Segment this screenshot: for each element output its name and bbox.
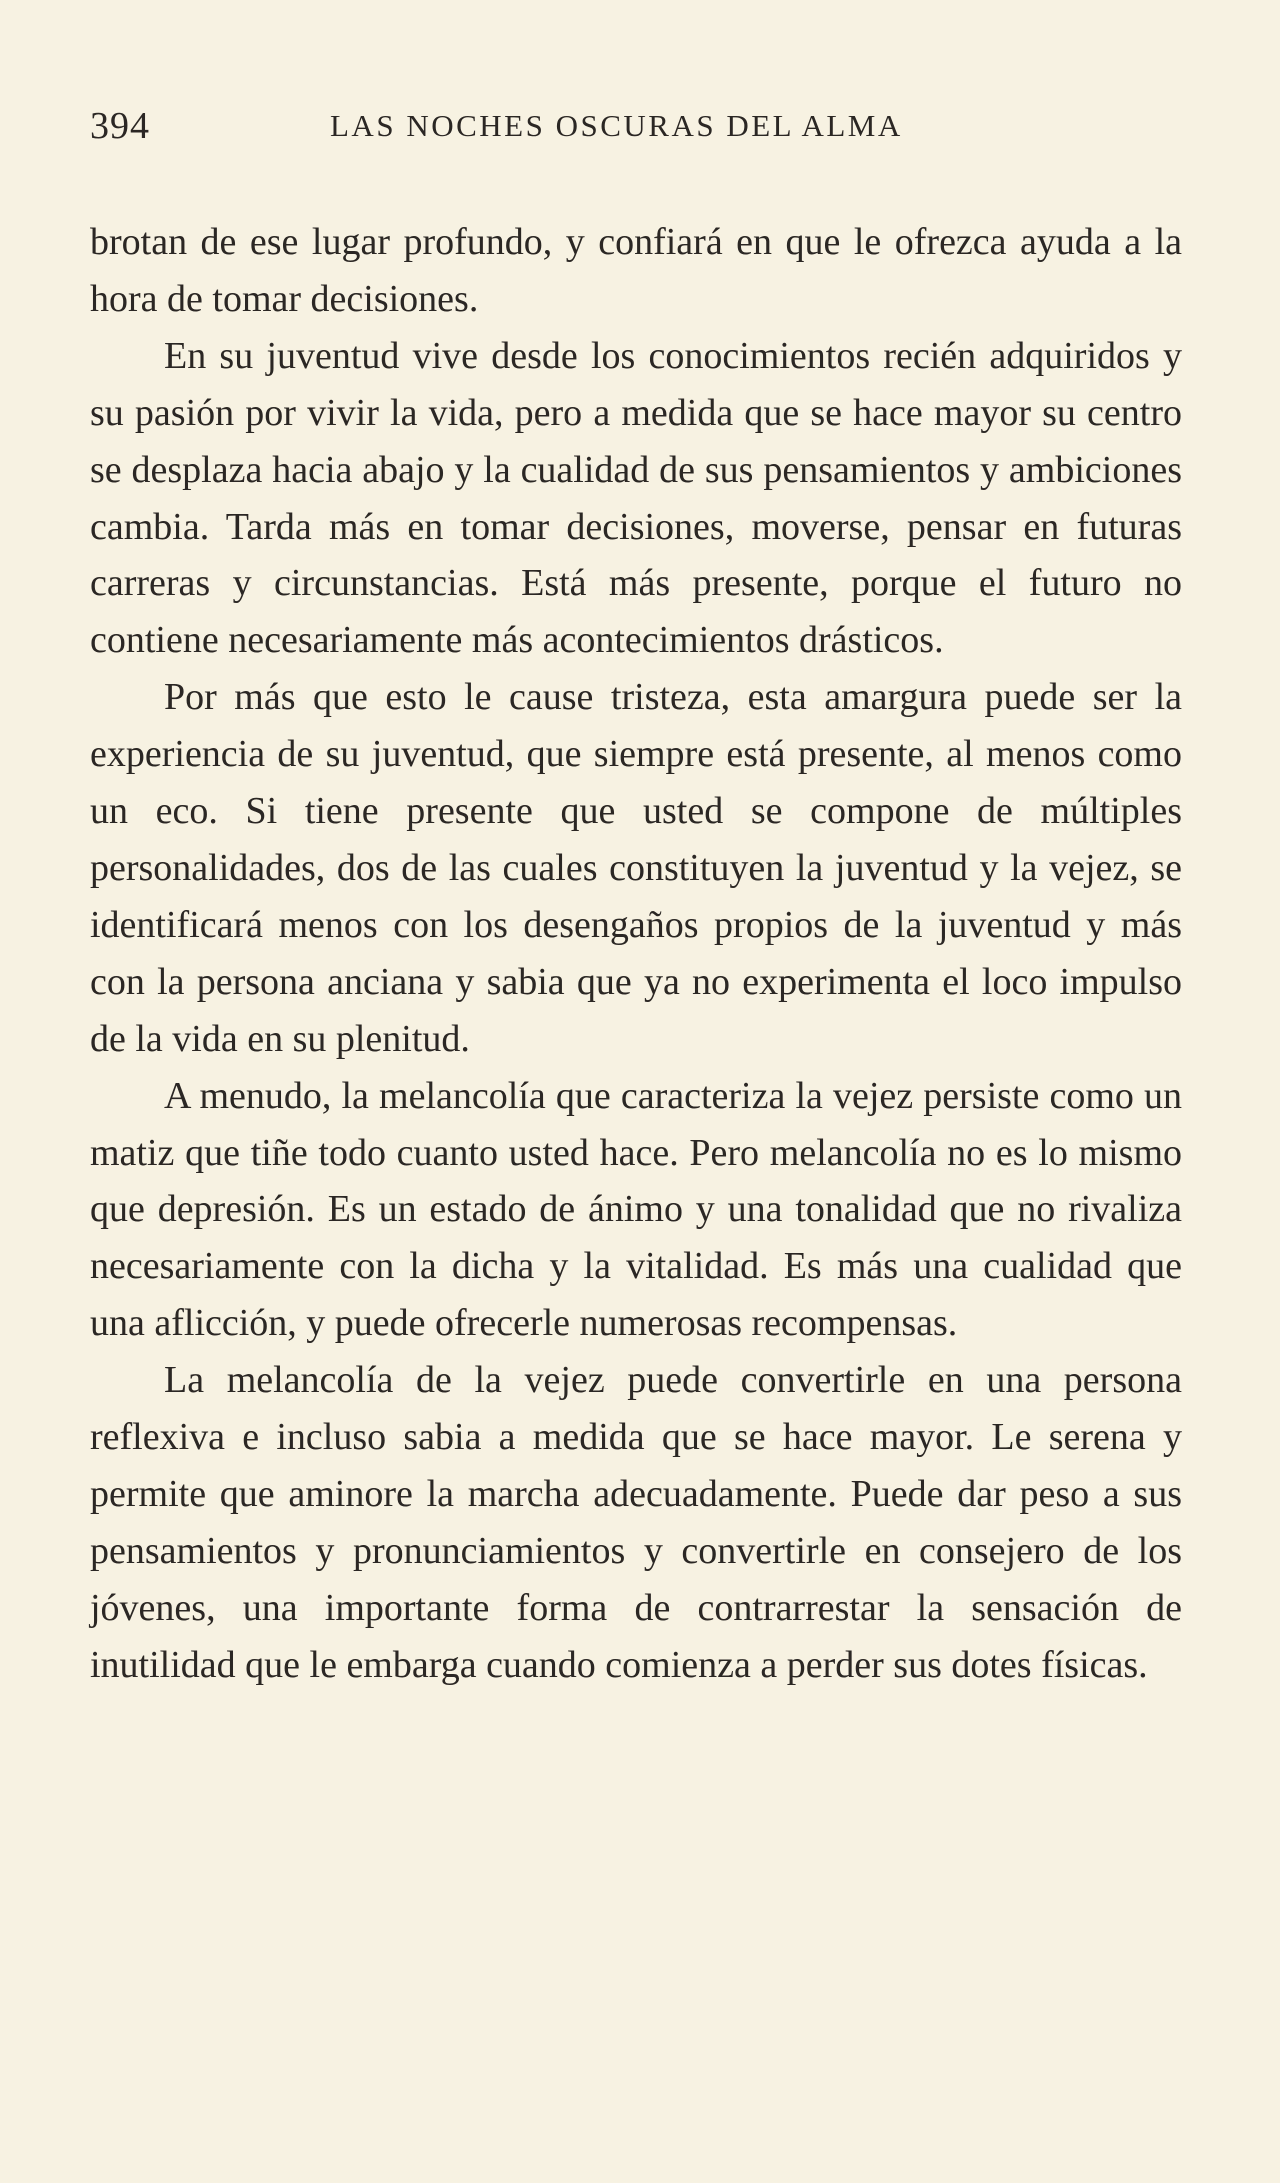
paragraph-1: brotan de ese lugar profundo, y confiará en que le ofrezca ayuda a la hora de tomar decisiones.: [90, 221, 1182, 320]
paragraph-5: La melancolía de la vejez puede convertirle en una persona reflexiva e incluso sabia a medida que se hace mayor. Le serena y permite que aminore la marcha adecuadamente. Puede dar peso a sus pensamientos y pronunciamientos y convertirle en consejero de los jóvenes, una importante forma de contrarrestar la sensación de inutilidad que le embarga cuando comienza a perder sus dotes físicas.: [90, 1359, 1182, 1686]
body-text: [90, 214, 1182, 1694]
running-head: [90, 104, 1190, 154]
paragraph-3: Por más que esto le cause tristeza, esta amargura puede ser la experiencia de su juventud, que siempre está presente, al menos como un eco. Si tiene presente que usted se compone de múltiples personalidades, dos de las cuales constituyen la juventud y la vejez, se identificará menos con los desengaños propios de la juventud y más con la persona anciana y sabia que ya no experimenta el loco impulso de la vida en su plenitud.: [90, 676, 1182, 1060]
running-title: LAS NOCHES OSCURAS DEL ALMA: [330, 108, 903, 143]
paragraph-4: A menudo, la melancolía que caracteriza la vejez persiste como un matiz que tiñe todo cuanto usted hace. Pero melancolía no es lo mismo que depresión. Es un estado de ánimo y una tonalidad que no rivaliza necesariamente con la dicha y la vitalidad. Es más una cualidad que una aflicción, y puede ofrecerle numerosas recompensas.: [90, 1074, 1182, 1345]
paragraph-2: En su juventud vive desde los conocimientos recién adquiridos y su pasión por vivir la vida, pero a medida que se hace mayor su centro se desplaza hacia abajo y la cualidad de sus pensamientos y ambiciones cambia. Tarda más en tomar decisiones, moverse, pensar en futuras carreras y circunstancias. Está más presente, porque el futuro no contiene necesariamente más acontecimientos drásticos.: [90, 334, 1182, 662]
page-number: 394: [90, 105, 150, 147]
